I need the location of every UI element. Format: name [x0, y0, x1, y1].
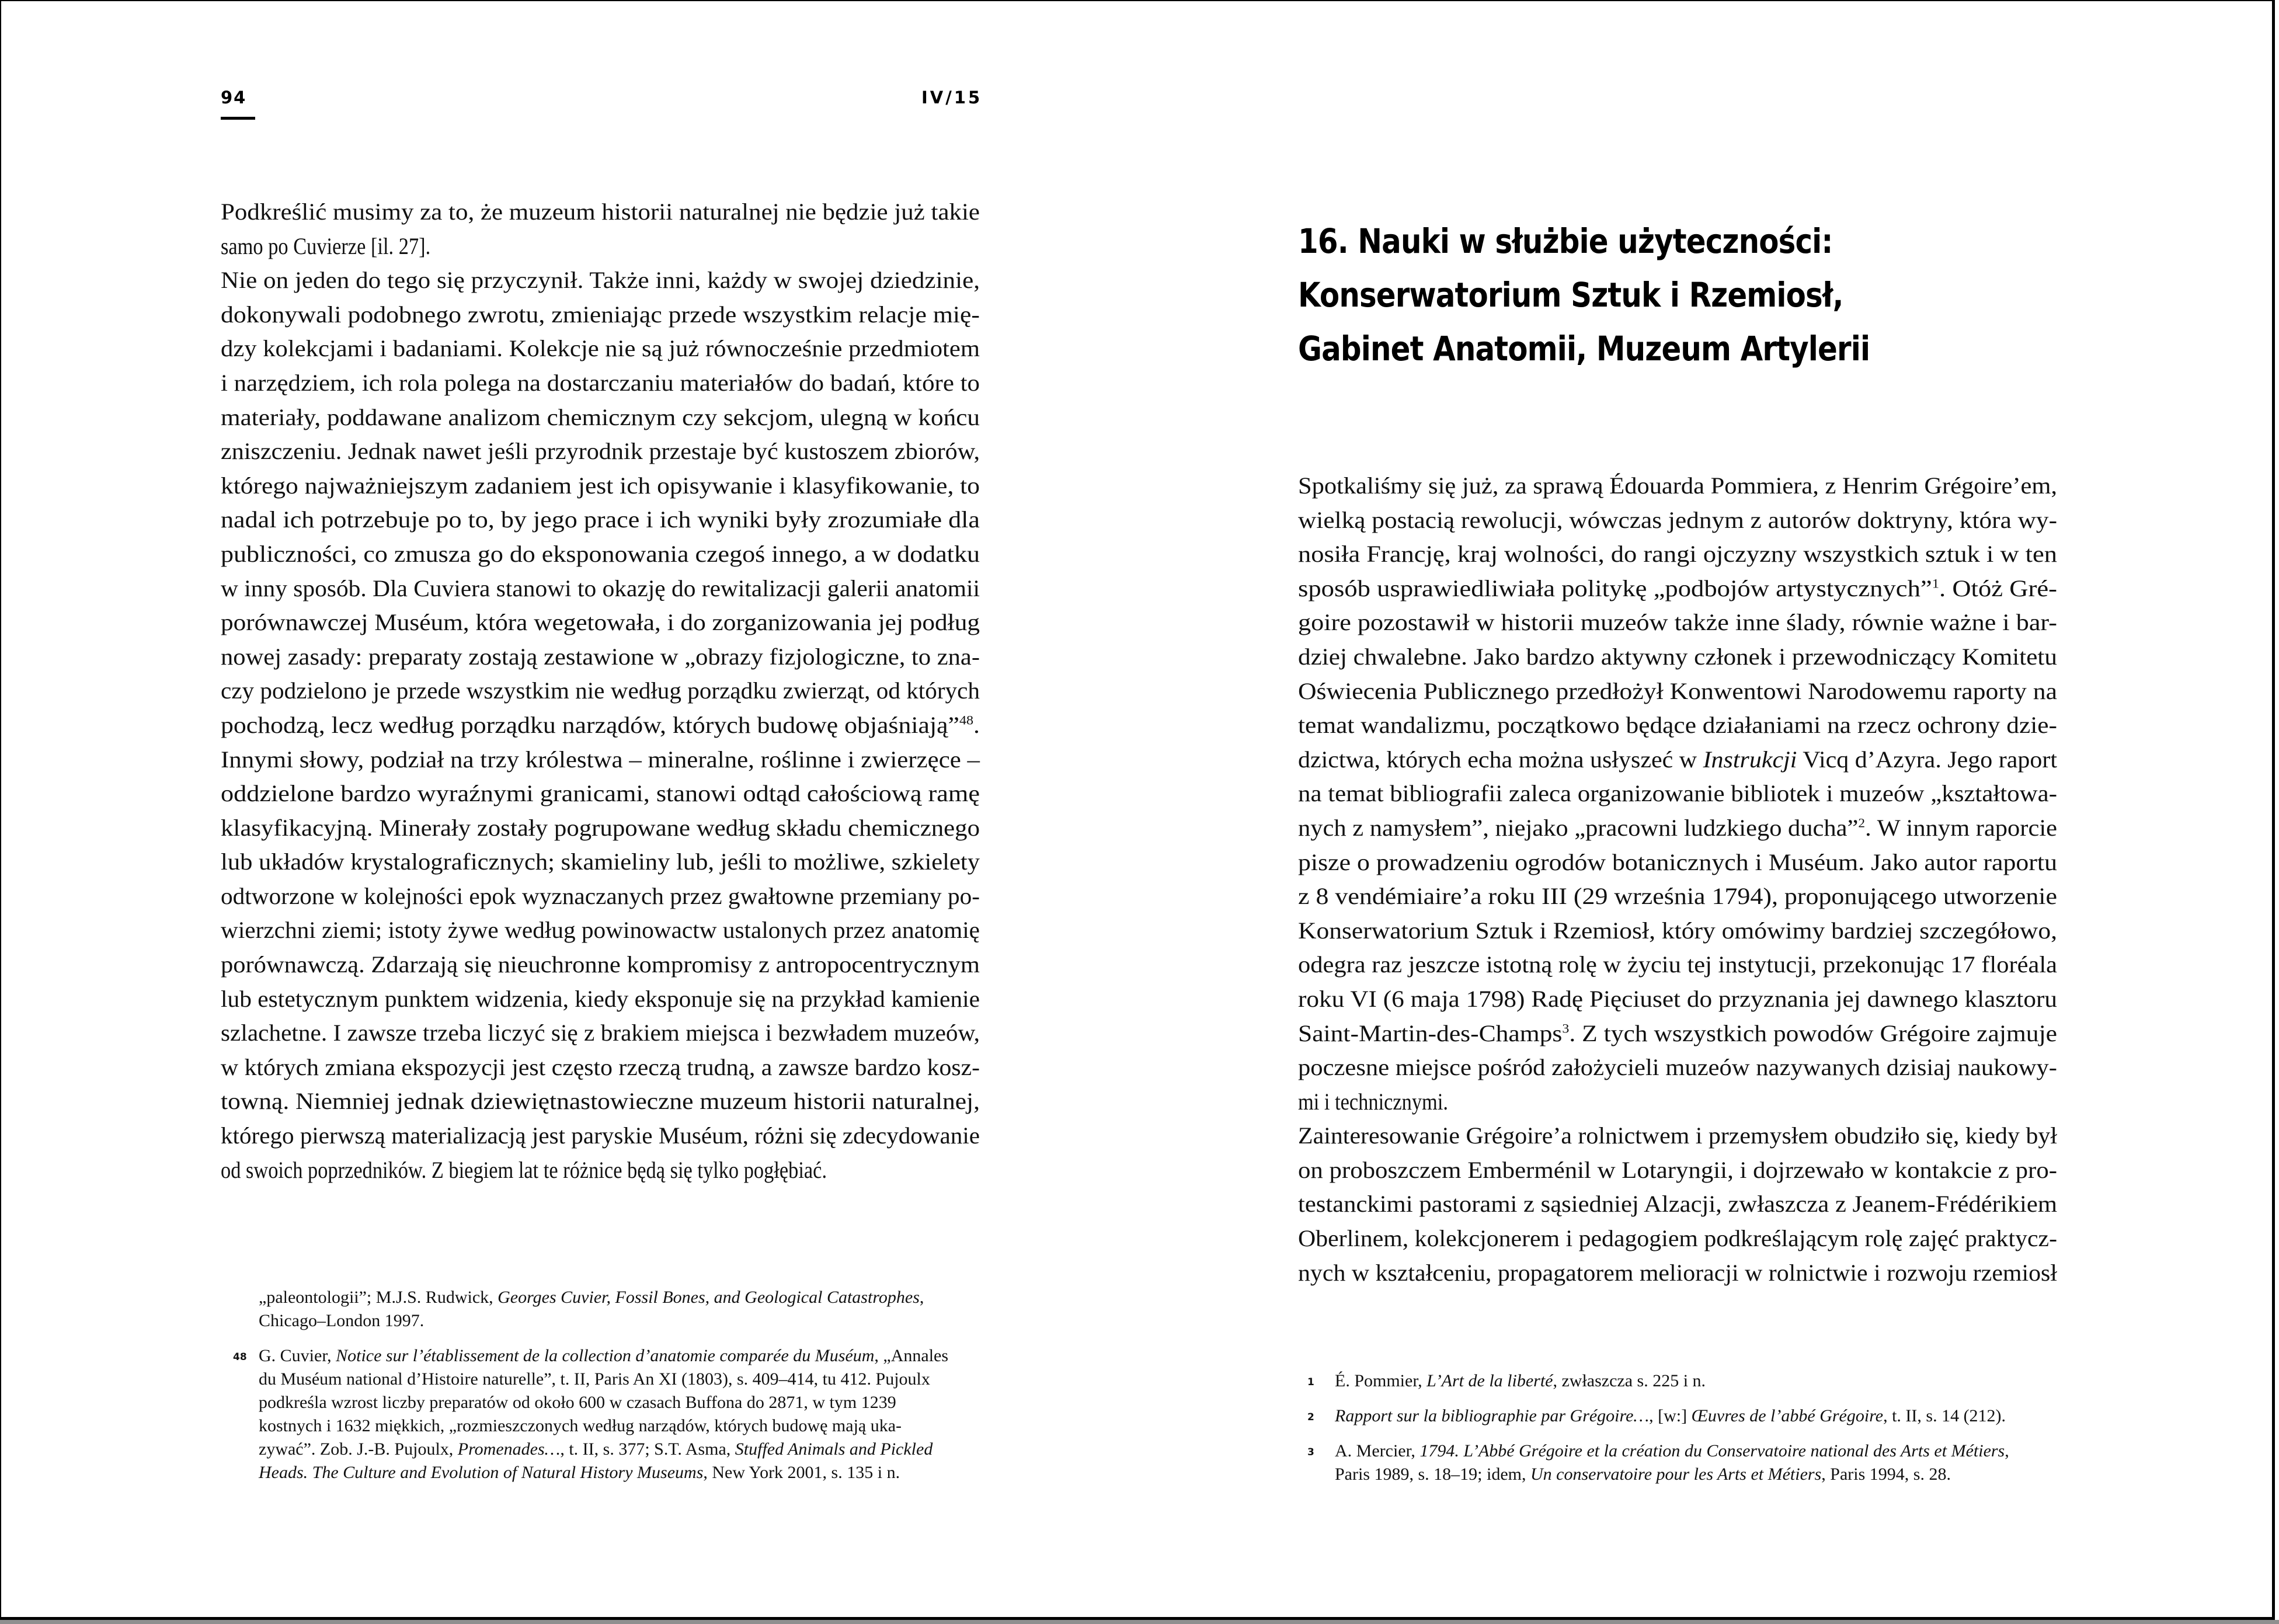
chapter-heading	[1298, 214, 1963, 375]
text-line: publiczności, co zmusza go do eksponowania czegoś innego, a w dodatku	[221, 540, 980, 567]
right-body-text	[1298, 469, 2057, 1290]
text-line: odegra raz jeszcze istotną rolę w życiu tej instytucji, przekonując 17 floréala	[1298, 951, 2057, 978]
footnote-number: 48	[233, 1351, 247, 1363]
text-line: Zainteresowanie Grégoire’a rolnictwem i przemysłem obudziło się, kiedy był	[1298, 1122, 2057, 1149]
text-line: nych w kształceniu, propagatorem melioracji w rolnictwie i rozwoju rzemiosł	[1298, 1259, 2057, 1286]
text-line: dzy kolekcjami i badaniami. Kolekcje nie są już równocześnie przedmiotem	[221, 335, 980, 362]
footnote	[1307, 1404, 2066, 1428]
text-line: którego pierwszą materializacją jest paryskie Muséum, różni się zdecydowanie	[221, 1122, 980, 1149]
text-line: Konserwatorium Sztuk i Rzemiosł, który omówimy bardziej szczegółowo,	[1298, 917, 2057, 944]
page-number-rule	[221, 117, 255, 120]
left-body-text	[221, 195, 980, 1187]
text-line: pochodzą, lecz według porządku narządów, których budowę objaśniają”$^{48}$.	[221, 711, 980, 738]
footnote-line: podkreśla wzrost liczby preparatów od około 600 w czasach Buffona do 2871, w tym 1239	[259, 1393, 896, 1412]
footnote-line: „paleontologii”; M.J.S. Rudwick, Georges Cuvier, Fossil Bones, and Geological Catastrophes,	[259, 1288, 924, 1307]
text-line: porównawczą. Zdarzają się nieuchronne kompromisy z antropocentrycznym	[221, 951, 980, 978]
text-line: na temat bibliografii zaleca organizowanie bibliotek i muzeów „kształtowa-	[1298, 780, 2057, 807]
text-line: z 8 vendémiaire’a roku III (29 września 1794), proponującego utworzenie	[1298, 883, 2057, 910]
text-line: materiały, poddawane analizom chemicznym czy sekcjom, ulegną w końcu	[221, 404, 980, 430]
text-line: szlachetne. I zawsze trzeba liczyć się z brakiem miejsca i bezwładem muzeów,	[221, 1020, 980, 1046]
text-line: towną. Niemniej jednak dziewiętnastowieczne muzeum historii naturalnej,	[221, 1088, 980, 1115]
text-line: goire pozostawił w historii muzeów także inne ślady, równie ważne i bar-	[1298, 609, 2057, 636]
text-line: Oświecenia Publicznego przedłożył Konwentowi Narodowemu raporty na	[1298, 677, 2057, 704]
text-line: lub estetycznym punktem widzenia, kiedy eksponuje się na przykład kamienie	[221, 985, 980, 1012]
text-line: odtworzone w kolejności epok wyznaczanych przez gwałtowne przemiany po-	[221, 882, 980, 909]
text-line: Spotkaliśmy się już, za sprawą Édouarda Pommiera, z Henrim Grégoire’em,	[1298, 472, 2057, 499]
text-line: lub układów krystalograficznych; skamieliny lub, jeśli to możliwe, szkielety	[221, 848, 980, 875]
footnote-number: 3	[1307, 1446, 1314, 1458]
text-line: którego najważniejszym zadaniem jest ich opisywanie i klasyfikowanie, to	[221, 472, 980, 499]
footnote	[233, 1286, 992, 1333]
footnote-line: Chicago–London 1997.	[259, 1311, 425, 1330]
chapter-heading-line: Gabinet Anatomii, Muzeum Artylerii	[1298, 329, 1870, 368]
text-line: nowej zasady: preparaty zostają zestawione w „obrazy fizjologiczne, to zna-	[221, 643, 980, 670]
text-line: dziej chwalebne. Jako bardzo aktywny członek i przewodniczący Komitetu	[1298, 643, 2057, 670]
chapter-heading-line: 16. Nauki w służbie użyteczności:	[1298, 221, 1833, 261]
footnote-number: 2	[1307, 1411, 1314, 1423]
text-line: on proboszczem Emberménil w Lotaryngii, i dojrzewało w kontakcie z pro-	[1298, 1156, 2057, 1183]
footnote-line: Paris 1989, s. 18–19; idem, Un conservatoire pour les Arts et Métiers, Paris 1994, s. 28.	[1335, 1465, 1951, 1484]
text-line: w inny sposób. Dla Cuviera stanowi to okazję do rewitalizacji galerii anatomii	[221, 575, 980, 601]
text-line: od swoich poprzedników. Z biegiem lat te różnice będą się tylko pogłębiać.	[221, 1156, 827, 1183]
text-line: mi i technicznymi.	[1298, 1088, 1448, 1115]
text-line: Saint-Martin-des-Champs$^3$. Z tych wszystkich powodów Grégoire zajmuje	[1298, 1020, 2057, 1046]
footnote	[1307, 1439, 2066, 1486]
footnote-line: A. Mercier, 1794. L’Abbé Grégoire et la création du Conservatoire national des Arts et Métiers,	[1335, 1441, 2009, 1460]
text-line: nych z namysłem”, niejako „pracowni ludzkiego ducha”$^2$. W innym raporcie	[1298, 814, 2057, 841]
text-line: sposób usprawiedliwiała politykę „podbojów artystycznych”$^1$. Otóż Gré-	[1298, 575, 2057, 601]
footnote	[1307, 1369, 2066, 1393]
text-line: czy podzielono je przede wszystkim nie według porządku zwierząt, od których	[221, 677, 980, 704]
text-line: pisze o prowadzeniu ogrodów botanicznych i Muséum. Jako autor raportu	[1298, 848, 2057, 875]
text-line: i narzędziem, ich rola polega na dostarczaniu materiałów do badań, które to	[221, 369, 980, 396]
footnote-line: É. Pommier, L’Art de la liberté, zwłaszcza s. 225 i n.	[1335, 1371, 1706, 1390]
text-line: w których zmiana ekspozycji jest często rzeczą trudną, a zawsze bardzo kosz-	[221, 1053, 980, 1080]
footnote-number: 1	[1307, 1376, 1314, 1388]
footnote-line: Rapport sur la bibliographie par Grégoire…, [w:] Œuvres de l’abbé Grégoire, t. II, s. 14 (212).	[1335, 1406, 2006, 1425]
footnote	[233, 1344, 992, 1484]
page-shadow	[0, 1620, 2279, 1624]
text-line: Nie on jeden do tego się przyczynił. Także inni, każdy w swojej dziedzinie,	[221, 267, 980, 294]
text-line: dokonywali podobnego zwrotu, zmieniając przede wszystkim relacje mię-	[221, 301, 980, 328]
text-line: temat wandalizmu, początkowo będące działaniami na rzecz ochrony dzie-	[1298, 712, 2057, 739]
footnote-line: Heads. The Culture and Evolution of Natural History Museums, New York 2001, s. 135 i n.	[259, 1463, 900, 1482]
footnote-line: kostnych i 1632 miękkich, „rozmieszczonych według narządów, których budowę mają uka-	[259, 1416, 902, 1435]
text-line: Innymi słowy, podział na trzy królestwa – mineralne, roślinne i zwierzęce –	[221, 746, 980, 773]
text-line: poczesne miejsce pośród założycieli muzeów nazywanych dzisiaj naukowy-	[1298, 1054, 2057, 1081]
text-line: oddzielone bardzo wyraźnymi granicami, stanowi odtąd całościową ramę	[221, 780, 980, 807]
text-line: nosiła Francję, kraj wolności, do rangi ojczyzny wszystkich sztuk i w ten	[1298, 541, 2057, 568]
text-line: Podkreślić musimy za to, że muzeum historii naturalnej nie będzie już takie	[221, 199, 980, 225]
text-line: Oberlinem, kolekcjonerem i pedagogiem podkreślającym rolę zajęć praktycz-	[1298, 1225, 2057, 1252]
text-line: dzictwa, których echa można usłyszeć w Instrukcji Vicq d’Azyra. Jego raport	[1298, 746, 2057, 773]
text-line: roku VI (6 maja 1798) Radę Pięciuset do przyznania jej dawnego klasztoru	[1298, 985, 2057, 1012]
text-line: testanckimi pastorami z sąsiedniej Alzacji, zwłaszcza z Jeanem-Frédérikiem	[1298, 1191, 2057, 1218]
footnote-line: G. Cuvier, Notice sur l’établissement de la collection d’anatomie comparée du Muséum, „Annales	[259, 1346, 949, 1365]
text-line: zniszczeniu. Jednak nawet jeśli przyrodnik przestaje być kustoszem zbiorów,	[221, 438, 980, 465]
footnote-line: zywać”. Zob. J.-B. Pujoulx, Promenades…, t. II, s. 377; S.T. Asma, Stuffed Animals and Pickled	[259, 1439, 933, 1459]
text-line: klasyfikacyjną. Minerały zostały pogrupowane według składu chemicznego	[221, 814, 980, 841]
page-number: 94	[221, 88, 247, 107]
text-line: nadal ich potrzebuje po to, by jego prace i ich wyniki były zrozumiałe dla	[221, 506, 980, 533]
running-head: IV/15	[921, 88, 983, 107]
text-line: wielką postacią rewolucji, wówczas jednym z autorów doktryny, która wy-	[1298, 506, 2057, 533]
chapter-heading-line: Konserwatorium Sztuk i Rzemiosł,	[1298, 275, 1843, 315]
footnote-line: du Muséum national d’Histoire naturelle”, t. II, Paris An XI (1803), s. 409–414, tu 412. Pujoulx	[259, 1369, 930, 1389]
text-line: porównawczej Muséum, która wegetowała, i do zorganizowania jej podług	[221, 609, 980, 636]
text-line: wierzchni ziemi; istoty żywe według powinowactw ustalonych przez anatomię	[221, 917, 980, 944]
text-line: samo po Cuvierze [il. 27].	[221, 232, 431, 259]
